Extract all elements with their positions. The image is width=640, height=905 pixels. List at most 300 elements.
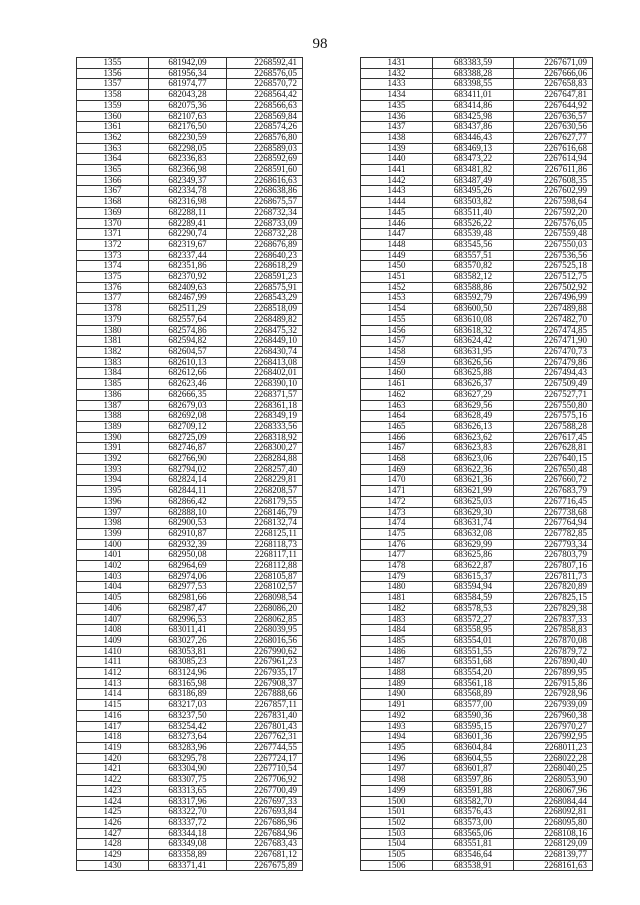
point-number-cell: 1384: [77, 368, 149, 379]
point-number-cell: 1473: [361, 507, 433, 518]
point-number-cell: 1378: [77, 304, 149, 315]
x-coordinate-cell: 683629,99: [433, 539, 514, 550]
y-coordinate-cell: 2267660,72: [514, 475, 593, 486]
y-coordinate-cell: 2267588,28: [514, 421, 593, 432]
point-number-cell: 1404: [77, 582, 149, 593]
point-number-cell: 1461: [361, 379, 433, 390]
y-coordinate-cell: 2267706,92: [227, 775, 303, 786]
table-row: [361, 828, 593, 839]
x-coordinate-cell: 682610,13: [149, 357, 227, 368]
point-number-cell: 1376: [77, 282, 149, 293]
point-number-cell: 1483: [361, 614, 433, 625]
point-number-cell: 1474: [361, 518, 433, 529]
point-number-cell: 1366: [77, 175, 149, 186]
point-number-cell: 1503: [361, 828, 433, 839]
point-number-cell: 1466: [361, 432, 433, 443]
y-coordinate-cell: 2267640,15: [514, 454, 593, 465]
table-row: [77, 379, 303, 390]
y-coordinate-cell: 2268676,89: [227, 239, 303, 250]
x-coordinate-cell: 683313,65: [149, 785, 227, 796]
table-row: [77, 346, 303, 357]
table-row: [361, 539, 593, 550]
x-coordinate-cell: 682557,64: [149, 314, 227, 325]
y-coordinate-cell: 2268300,27: [227, 443, 303, 454]
x-coordinate-cell: 683582,12: [433, 272, 514, 283]
point-number-cell: 1498: [361, 775, 433, 786]
table-row: [77, 314, 303, 325]
table-row: [361, 496, 593, 507]
y-coordinate-cell: 2268117,11: [227, 550, 303, 561]
x-coordinate-cell: 683551,68: [433, 657, 514, 668]
table-row: [361, 122, 593, 133]
table-row: [361, 282, 593, 293]
point-number-cell: 1380: [77, 325, 149, 336]
table-row: [77, 79, 303, 90]
table-row: [361, 689, 593, 700]
x-coordinate-cell: 682370,92: [149, 272, 227, 283]
x-coordinate-cell: 683217,03: [149, 700, 227, 711]
point-number-cell: 1415: [77, 700, 149, 711]
y-coordinate-cell: 2267888,66: [227, 689, 303, 700]
table-row: [77, 850, 303, 861]
y-coordinate-cell: 2268576,80: [227, 132, 303, 143]
y-coordinate-cell: 2268475,32: [227, 325, 303, 336]
y-coordinate-cell: 2268618,29: [227, 261, 303, 272]
point-number-cell: 1419: [77, 743, 149, 754]
y-coordinate-cell: 2268062,85: [227, 614, 303, 625]
point-number-cell: 1500: [361, 796, 433, 807]
y-coordinate-cell: 2268095,80: [514, 817, 593, 828]
point-number-cell: 1435: [361, 100, 433, 111]
table-row: [77, 165, 303, 176]
point-number-cell: 1449: [361, 250, 433, 261]
x-coordinate-cell: 683572,27: [433, 614, 514, 625]
y-coordinate-cell: 2268092,81: [514, 807, 593, 818]
point-number-cell: 1427: [77, 828, 149, 839]
x-coordinate-cell: 683631,74: [433, 518, 514, 529]
y-coordinate-cell: 2268576,05: [227, 68, 303, 79]
table-row: [77, 464, 303, 475]
point-number-cell: 1398: [77, 518, 149, 529]
point-number-cell: 1414: [77, 689, 149, 700]
x-coordinate-cell: 683631,95: [433, 346, 514, 357]
table-row: [77, 614, 303, 625]
y-coordinate-cell: 2267684,96: [227, 828, 303, 839]
y-coordinate-cell: 2268640,23: [227, 250, 303, 261]
y-coordinate-cell: 2267482,70: [514, 314, 593, 325]
point-number-cell: 1399: [77, 528, 149, 539]
x-coordinate-cell: 682679,03: [149, 400, 227, 411]
point-number-cell: 1441: [361, 165, 433, 176]
y-coordinate-cell: 2267496,99: [514, 293, 593, 304]
x-coordinate-cell: 683632,08: [433, 528, 514, 539]
x-coordinate-cell: 683557,51: [433, 250, 514, 261]
table-row: [77, 272, 303, 283]
point-number-cell: 1396: [77, 496, 149, 507]
table-row: [361, 860, 593, 871]
x-coordinate-cell: 683629,56: [433, 400, 514, 411]
x-coordinate-cell: 683554,01: [433, 635, 514, 646]
table-row: [361, 743, 593, 754]
y-coordinate-cell: 2267608,35: [514, 175, 593, 186]
y-coordinate-cell: 2268616,63: [227, 175, 303, 186]
x-coordinate-cell: 683558,95: [433, 625, 514, 636]
point-number-cell: 1502: [361, 817, 433, 828]
x-coordinate-cell: 683565,06: [433, 828, 514, 839]
y-coordinate-cell: 2267829,38: [514, 603, 593, 614]
x-coordinate-cell: 682289,41: [149, 218, 227, 229]
table-row: [77, 175, 303, 186]
table-row: [77, 539, 303, 550]
x-coordinate-cell: 683186,89: [149, 689, 227, 700]
table-row: [361, 721, 593, 732]
point-number-cell: 1472: [361, 496, 433, 507]
y-coordinate-cell: 2267527,71: [514, 389, 593, 400]
table-row: [361, 657, 593, 668]
table-row: [77, 657, 303, 668]
point-number-cell: 1476: [361, 539, 433, 550]
table-row: [77, 336, 303, 347]
x-coordinate-cell: 682334,78: [149, 186, 227, 197]
point-number-cell: 1453: [361, 293, 433, 304]
x-coordinate-cell: 683322,70: [149, 807, 227, 818]
point-number-cell: 1442: [361, 175, 433, 186]
point-number-cell: 1379: [77, 314, 149, 325]
table-row: [77, 239, 303, 250]
x-coordinate-cell: 683615,37: [433, 571, 514, 582]
y-coordinate-cell: 2268112,88: [227, 561, 303, 572]
table-row: [77, 454, 303, 465]
x-coordinate-cell: 683623,06: [433, 454, 514, 465]
table-row: [77, 261, 303, 272]
x-coordinate-cell: 683622,36: [433, 464, 514, 475]
point-number-cell: 1408: [77, 625, 149, 636]
y-coordinate-cell: 2267630,56: [514, 122, 593, 133]
x-coordinate-cell: 683623,83: [433, 443, 514, 454]
table-row: [361, 411, 593, 422]
point-number-cell: 1484: [361, 625, 433, 636]
table-row: [361, 432, 593, 443]
point-number-cell: 1409: [77, 635, 149, 646]
y-coordinate-cell: 2268022,28: [514, 753, 593, 764]
table-row: [361, 796, 593, 807]
table-row: [361, 646, 593, 657]
y-coordinate-cell: 2268638,86: [227, 186, 303, 197]
point-number-cell: 1434: [361, 90, 433, 101]
y-coordinate-cell: 2267614,94: [514, 154, 593, 165]
x-coordinate-cell: 682932,39: [149, 539, 227, 550]
y-coordinate-cell: 2268449,10: [227, 336, 303, 347]
point-number-cell: 1506: [361, 860, 433, 871]
y-coordinate-cell: 2268371,57: [227, 389, 303, 400]
y-coordinate-cell: 2268208,57: [227, 486, 303, 497]
point-number-cell: 1445: [361, 207, 433, 218]
x-coordinate-cell: 683592,79: [433, 293, 514, 304]
x-coordinate-cell: 682987,47: [149, 603, 227, 614]
table-row: [77, 229, 303, 240]
y-coordinate-cell: 2267693,84: [227, 807, 303, 818]
point-number-cell: 1451: [361, 272, 433, 283]
table-body-left: [77, 58, 303, 871]
y-coordinate-cell: 2268016,56: [227, 635, 303, 646]
table-row: [361, 475, 593, 486]
table-row: [361, 732, 593, 743]
y-coordinate-cell: 2267939,09: [514, 700, 593, 711]
x-coordinate-cell: 683545,56: [433, 239, 514, 250]
point-number-cell: 1467: [361, 443, 433, 454]
x-coordinate-cell: 683307,75: [149, 775, 227, 786]
point-number-cell: 1391: [77, 443, 149, 454]
x-coordinate-cell: 681942,09: [149, 58, 227, 69]
point-number-cell: 1421: [77, 764, 149, 775]
point-number-cell: 1455: [361, 314, 433, 325]
y-coordinate-cell: 2267782,85: [514, 528, 593, 539]
x-coordinate-cell: 682107,63: [149, 111, 227, 122]
table-row: [361, 486, 593, 497]
point-number-cell: 1477: [361, 550, 433, 561]
point-number-cell: 1402: [77, 561, 149, 572]
point-number-cell: 1444: [361, 197, 433, 208]
point-number-cell: 1497: [361, 764, 433, 775]
y-coordinate-cell: 2268591,60: [227, 165, 303, 176]
y-coordinate-cell: 2268011,23: [514, 743, 593, 754]
y-coordinate-cell: 2267536,56: [514, 250, 593, 261]
point-number-cell: 1364: [77, 154, 149, 165]
y-coordinate-cell: 2267550,03: [514, 239, 593, 250]
x-coordinate-cell: 683398,55: [433, 79, 514, 90]
y-coordinate-cell: 2268543,29: [227, 293, 303, 304]
y-coordinate-cell: 2267471,90: [514, 336, 593, 347]
table-row: [361, 764, 593, 775]
x-coordinate-cell: 683446,43: [433, 132, 514, 143]
y-coordinate-cell: 2267915,86: [514, 678, 593, 689]
table-row: [77, 860, 303, 871]
point-number-cell: 1464: [361, 411, 433, 422]
point-number-cell: 1479: [361, 571, 433, 582]
point-number-cell: 1395: [77, 486, 149, 497]
x-coordinate-cell: 683570,82: [433, 261, 514, 272]
table-body-right: [361, 58, 593, 871]
x-coordinate-cell: 683601,36: [433, 732, 514, 743]
x-coordinate-cell: 683165,98: [149, 678, 227, 689]
y-coordinate-cell: 2268675,57: [227, 197, 303, 208]
y-coordinate-cell: 2268591,23: [227, 272, 303, 283]
table-row: [361, 593, 593, 604]
x-coordinate-cell: 683582,70: [433, 796, 514, 807]
y-coordinate-cell: 2267803,79: [514, 550, 593, 561]
y-coordinate-cell: 2267710,54: [227, 764, 303, 775]
point-number-cell: 1416: [77, 710, 149, 721]
table-row: [77, 807, 303, 818]
point-number-cell: 1423: [77, 785, 149, 796]
y-coordinate-cell: 2268589,03: [227, 143, 303, 154]
x-coordinate-cell: 683551,55: [433, 646, 514, 657]
point-number-cell: 1400: [77, 539, 149, 550]
table-row: [77, 593, 303, 604]
x-coordinate-cell: 682666,35: [149, 389, 227, 400]
y-coordinate-cell: 2268592,69: [227, 154, 303, 165]
point-number-cell: 1360: [77, 111, 149, 122]
point-number-cell: 1371: [77, 229, 149, 240]
x-coordinate-cell: 683388,28: [433, 68, 514, 79]
table-row: [77, 293, 303, 304]
x-coordinate-cell: 682725,09: [149, 432, 227, 443]
point-number-cell: 1486: [361, 646, 433, 657]
x-coordinate-cell: 683317,96: [149, 796, 227, 807]
point-number-cell: 1481: [361, 593, 433, 604]
table-row: [361, 261, 593, 272]
point-number-cell: 1431: [361, 58, 433, 69]
point-number-cell: 1446: [361, 218, 433, 229]
point-number-cell: 1411: [77, 657, 149, 668]
y-coordinate-cell: 2268086,20: [227, 603, 303, 614]
point-number-cell: 1361: [77, 122, 149, 133]
table-row: [361, 775, 593, 786]
table-row: [77, 197, 303, 208]
x-coordinate-cell: 682844,11: [149, 486, 227, 497]
point-number-cell: 1367: [77, 186, 149, 197]
point-number-cell: 1357: [77, 79, 149, 90]
y-coordinate-cell: 2267675,89: [227, 860, 303, 871]
x-coordinate-cell: 683561,18: [433, 678, 514, 689]
x-coordinate-cell: 683304,90: [149, 764, 227, 775]
x-coordinate-cell: 683503,82: [433, 197, 514, 208]
y-coordinate-cell: 2267762,31: [227, 732, 303, 743]
x-coordinate-cell: 683085,23: [149, 657, 227, 668]
point-number-cell: 1394: [77, 475, 149, 486]
y-coordinate-cell: 2268125,11: [227, 528, 303, 539]
table-row: [361, 250, 593, 261]
x-coordinate-cell: 683337,72: [149, 817, 227, 828]
y-coordinate-cell: 2268733,09: [227, 218, 303, 229]
table-row: [77, 721, 303, 732]
y-coordinate-cell: 2267602,99: [514, 186, 593, 197]
x-coordinate-cell: 683629,30: [433, 507, 514, 518]
y-coordinate-cell: 2267479,86: [514, 357, 593, 368]
y-coordinate-cell: 2267870,08: [514, 635, 593, 646]
point-number-cell: 1428: [77, 839, 149, 850]
y-coordinate-cell: 2267509,49: [514, 379, 593, 390]
y-coordinate-cell: 2268146,79: [227, 507, 303, 518]
point-number-cell: 1450: [361, 261, 433, 272]
point-number-cell: 1491: [361, 700, 433, 711]
y-coordinate-cell: 2267592,20: [514, 207, 593, 218]
table-row: [361, 165, 593, 176]
y-coordinate-cell: 2268349,19: [227, 411, 303, 422]
y-coordinate-cell: 2267470,73: [514, 346, 593, 357]
x-coordinate-cell: 682612,66: [149, 368, 227, 379]
table-row: [77, 411, 303, 422]
table-row: [77, 743, 303, 754]
x-coordinate-cell: 683578,53: [433, 603, 514, 614]
x-coordinate-cell: 682964,69: [149, 561, 227, 572]
x-coordinate-cell: 683425,98: [433, 111, 514, 122]
table-row: [77, 732, 303, 743]
x-coordinate-cell: 683621,36: [433, 475, 514, 486]
point-number-cell: 1372: [77, 239, 149, 250]
x-coordinate-cell: 683344,18: [149, 828, 227, 839]
x-coordinate-cell: 683538,91: [433, 860, 514, 871]
table-row: [361, 154, 593, 165]
table-row: [77, 432, 303, 443]
y-coordinate-cell: 2268574,26: [227, 122, 303, 133]
x-coordinate-cell: 682351,86: [149, 261, 227, 272]
x-coordinate-cell: 682594,82: [149, 336, 227, 347]
y-coordinate-cell: 2267990,62: [227, 646, 303, 657]
point-number-cell: 1475: [361, 528, 433, 539]
point-number-cell: 1393: [77, 464, 149, 475]
y-coordinate-cell: 2267961,23: [227, 657, 303, 668]
y-coordinate-cell: 2268040,25: [514, 764, 593, 775]
y-coordinate-cell: 2268098,54: [227, 593, 303, 604]
y-coordinate-cell: 2267575,16: [514, 411, 593, 422]
point-number-cell: 1365: [77, 165, 149, 176]
x-coordinate-cell: 683254,42: [149, 721, 227, 732]
x-coordinate-cell: 682337,44: [149, 250, 227, 261]
table-row: [361, 58, 593, 69]
x-coordinate-cell: 683473,22: [433, 154, 514, 165]
y-coordinate-cell: 2268390,10: [227, 379, 303, 390]
y-coordinate-cell: 2267807,16: [514, 561, 593, 572]
table-row: [77, 710, 303, 721]
point-number-cell: 1462: [361, 389, 433, 400]
y-coordinate-cell: 2267598,64: [514, 197, 593, 208]
point-number-cell: 1478: [361, 561, 433, 572]
x-coordinate-cell: 682230,59: [149, 132, 227, 143]
table-row: [361, 143, 593, 154]
y-coordinate-cell: 2267908,37: [227, 678, 303, 689]
x-coordinate-cell: 683526,22: [433, 218, 514, 229]
x-coordinate-cell: 683628,49: [433, 411, 514, 422]
y-coordinate-cell: 2267825,15: [514, 593, 593, 604]
table-row: [361, 68, 593, 79]
x-coordinate-cell: 683625,88: [433, 368, 514, 379]
y-coordinate-cell: 2268067,96: [514, 785, 593, 796]
x-coordinate-cell: 682511,29: [149, 304, 227, 315]
x-coordinate-cell: 682794,02: [149, 464, 227, 475]
point-number-cell: 1504: [361, 839, 433, 850]
x-coordinate-cell: 683627,29: [433, 389, 514, 400]
y-coordinate-cell: 2268361,18: [227, 400, 303, 411]
table-row: [361, 614, 593, 625]
table-row: [361, 218, 593, 229]
point-number-cell: 1456: [361, 325, 433, 336]
point-number-cell: 1468: [361, 454, 433, 465]
table-row: [361, 582, 593, 593]
y-coordinate-cell: 2267970,27: [514, 721, 593, 732]
point-number-cell: 1385: [77, 379, 149, 390]
point-number-cell: 1429: [77, 850, 149, 861]
y-coordinate-cell: 2267628,81: [514, 443, 593, 454]
y-coordinate-cell: 2267716,45: [514, 496, 593, 507]
x-coordinate-cell: 682746,87: [149, 443, 227, 454]
point-number-cell: 1403: [77, 571, 149, 582]
point-number-cell: 1490: [361, 689, 433, 700]
point-number-cell: 1422: [77, 775, 149, 786]
table-row: [77, 646, 303, 657]
y-coordinate-cell: 2268139,77: [514, 850, 593, 861]
table-row: [77, 143, 303, 154]
x-coordinate-cell: 683437,86: [433, 122, 514, 133]
x-coordinate-cell: 683539,48: [433, 229, 514, 240]
x-coordinate-cell: 683610,08: [433, 314, 514, 325]
point-number-cell: 1433: [361, 79, 433, 90]
point-number-cell: 1458: [361, 346, 433, 357]
table-row: [77, 207, 303, 218]
table-row: [361, 357, 593, 368]
x-coordinate-cell: 682298,05: [149, 143, 227, 154]
y-coordinate-cell: 2267801,43: [227, 721, 303, 732]
